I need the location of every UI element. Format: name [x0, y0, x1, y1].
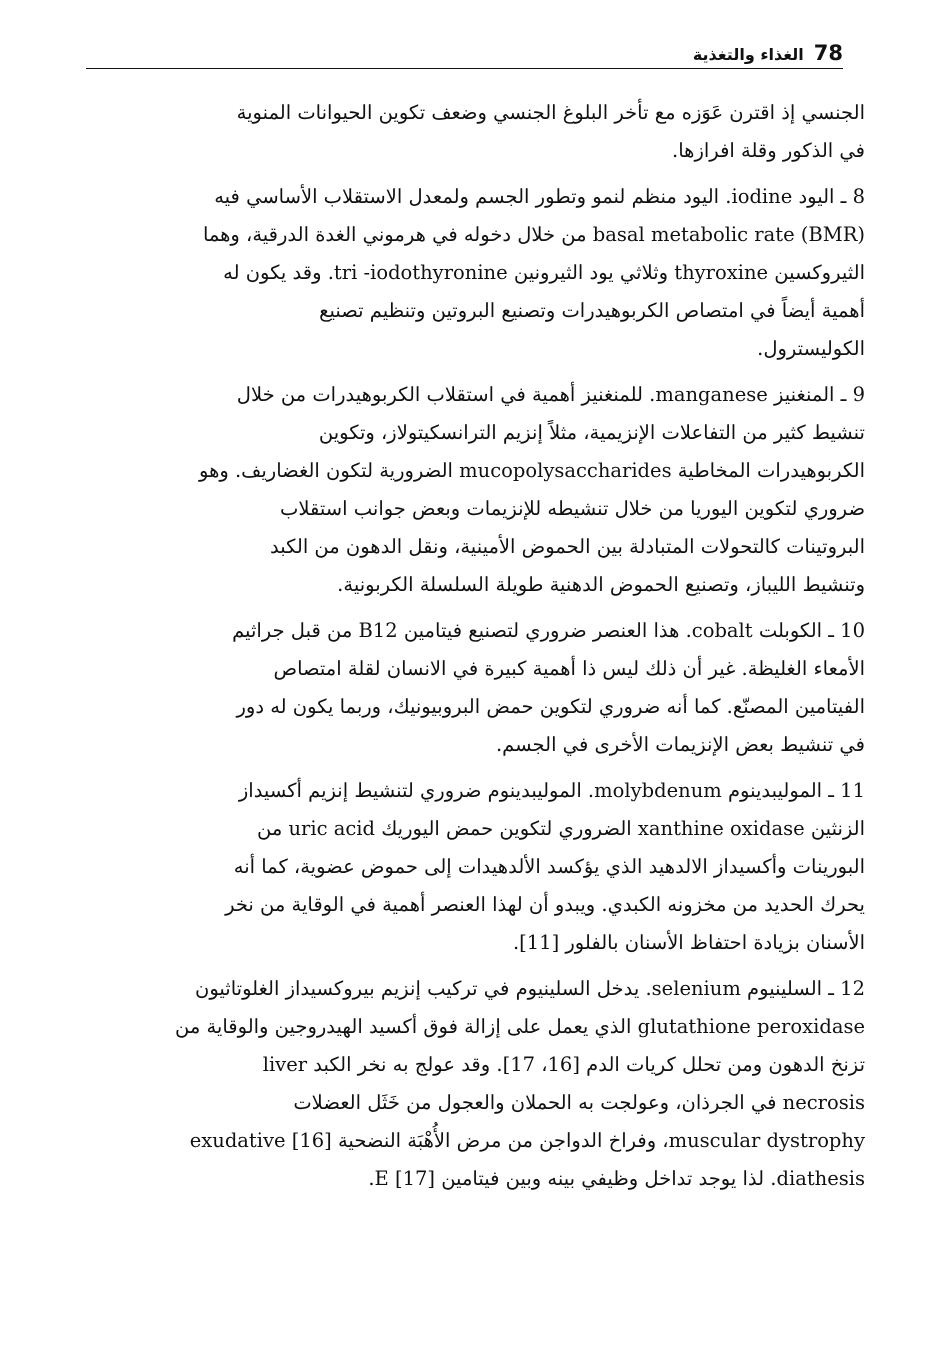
- text-line: الأمعاء الغليظة. غير أن ذلك ليس ذا أهمية كبيرة في الانسان لقلة امتصاص: [273, 657, 865, 680]
- paragraph-2: [86, 178, 865, 368]
- text-line: أهمية أيضاً في امتصاص الكربوهيدرات وتصنيع البروتين وتنظيم تصنيع: [319, 299, 865, 322]
- text-line: 8 ـ اليود iodine. اليود منظم لنمو وتطور الجسم ولمعدل الاستقلاب الأساسي فيه: [214, 185, 865, 208]
- paragraph-1: [86, 94, 865, 170]
- text-line: الثيروكسين thyroxine وثلاثي يود الثيرونين tri -iodothyronine. وقد يكون له: [223, 261, 865, 284]
- text-line: الكوليسترول.: [757, 337, 865, 360]
- page-header: [86, 28, 843, 69]
- text-line: البورينات وأكسيداز الالدهيد الذي يؤكسد الألدهيدات إلى حموض عضوية، كما أنه: [233, 855, 865, 878]
- text-line: 11 ـ الموليبدينوم molybdenum. الموليبدينوم ضروري لتنشيط إنزيم أكسيداز: [238, 779, 865, 802]
- page-number: 78: [813, 41, 843, 65]
- paragraph-4: [86, 612, 865, 764]
- text-line: الجنسي إذ اقترن عَوَزه مع تأخر البلوغ الجنسي وضعف تكوين الحيوانات المنوية: [236, 101, 865, 124]
- text-line: الزنثين xanthine oxidase الضروري لتكوين حمض اليوريك uric acid من: [257, 817, 865, 840]
- text-line: 10 ـ الكوبلت cobalt. هذا العنصر ضروري لتصنيع فيتامين B12 من قبل جراثيم: [232, 619, 865, 642]
- paragraph-3: [86, 376, 865, 604]
- text-line: يحرك الحديد من مخزونه الكبدي. ويبدو أن لهذا العنصر أهمية في الوقاية من نخر: [225, 893, 865, 916]
- text-line: الأسنان بزيادة احتفاظ الأسنان بالفلور [11].: [512, 931, 865, 954]
- text-line: الكربوهيدرات المخاطية mucopolysaccharides الضرورية لتكون الغضاريف. وهو: [199, 459, 865, 482]
- text-line: necrosis في الجرذان، وعولجت به الحملان والعجول من خَثَل العضلات: [293, 1091, 865, 1114]
- text-line: في تنشيط بعض الإنزيمات الأخرى في الجسم.: [495, 733, 865, 756]
- text-line: glutathione peroxidase الذي يعمل على إزالة فوق أكسيد الهيدروجين والوقاية من: [174, 1015, 865, 1038]
- text-line: basal metabolic rate (BMR) من خلال دخوله في هرموني الغدة الدرقية، وهما: [202, 223, 865, 246]
- text-line: muscular dystrophy، وفراخ الدواجن من مرض الأُهْبَة النضحية exudative [16]: [189, 1129, 865, 1152]
- text-line: الفيتامين المصنّع. كما أنه ضروري لتكوين حمض البروبيونيك، وربما يكون له دور: [236, 695, 865, 718]
- paragraph-5: [86, 772, 865, 962]
- text-line: تنشيط كثير من التفاعلات الإنزيمية، مثلاً إنزيم الترانسكيتولاز، وتكوين: [318, 421, 865, 444]
- running-title: الغذاء والتغذية: [692, 45, 804, 65]
- text-line: 12 ـ السلينيوم selenium. يدخل السلينيوم في تركيب إنزيم بيروكسيداز الغلوتاثيون: [195, 977, 865, 1000]
- text-line: وتنشيط الليباز، وتصنيع الحموض الدهنية طويلة السلسلة الكربونية.: [337, 573, 865, 596]
- text-line: تزنخ الدهون ومن تحلل كريات الدم [16، 17]. وقد عولج به نخر الكبد liver: [262, 1053, 865, 1076]
- text-line: ضروري لتكوين اليوريا من خلال تنشيطه للإنزيمات وبعض جوانب استقلاب: [280, 497, 865, 520]
- paragraph-6: [86, 970, 865, 1198]
- body-text: [86, 94, 865, 1206]
- text-line: 9 ـ المنغنيز manganese. للمنغنيز أهمية في استقلاب الكربوهيدرات من خلال: [236, 383, 865, 406]
- text-line: في الذكور وقلة افرازها.: [672, 139, 865, 162]
- text-line: diathesis. لذا يوجد تداخل وظيفي بينه وبين فيتامين E [17].: [368, 1167, 865, 1190]
- text-line: البروتينات كالتحولات المتبادلة بين الحموض الأمينية، ونقل الدهون من الكبد: [269, 535, 865, 558]
